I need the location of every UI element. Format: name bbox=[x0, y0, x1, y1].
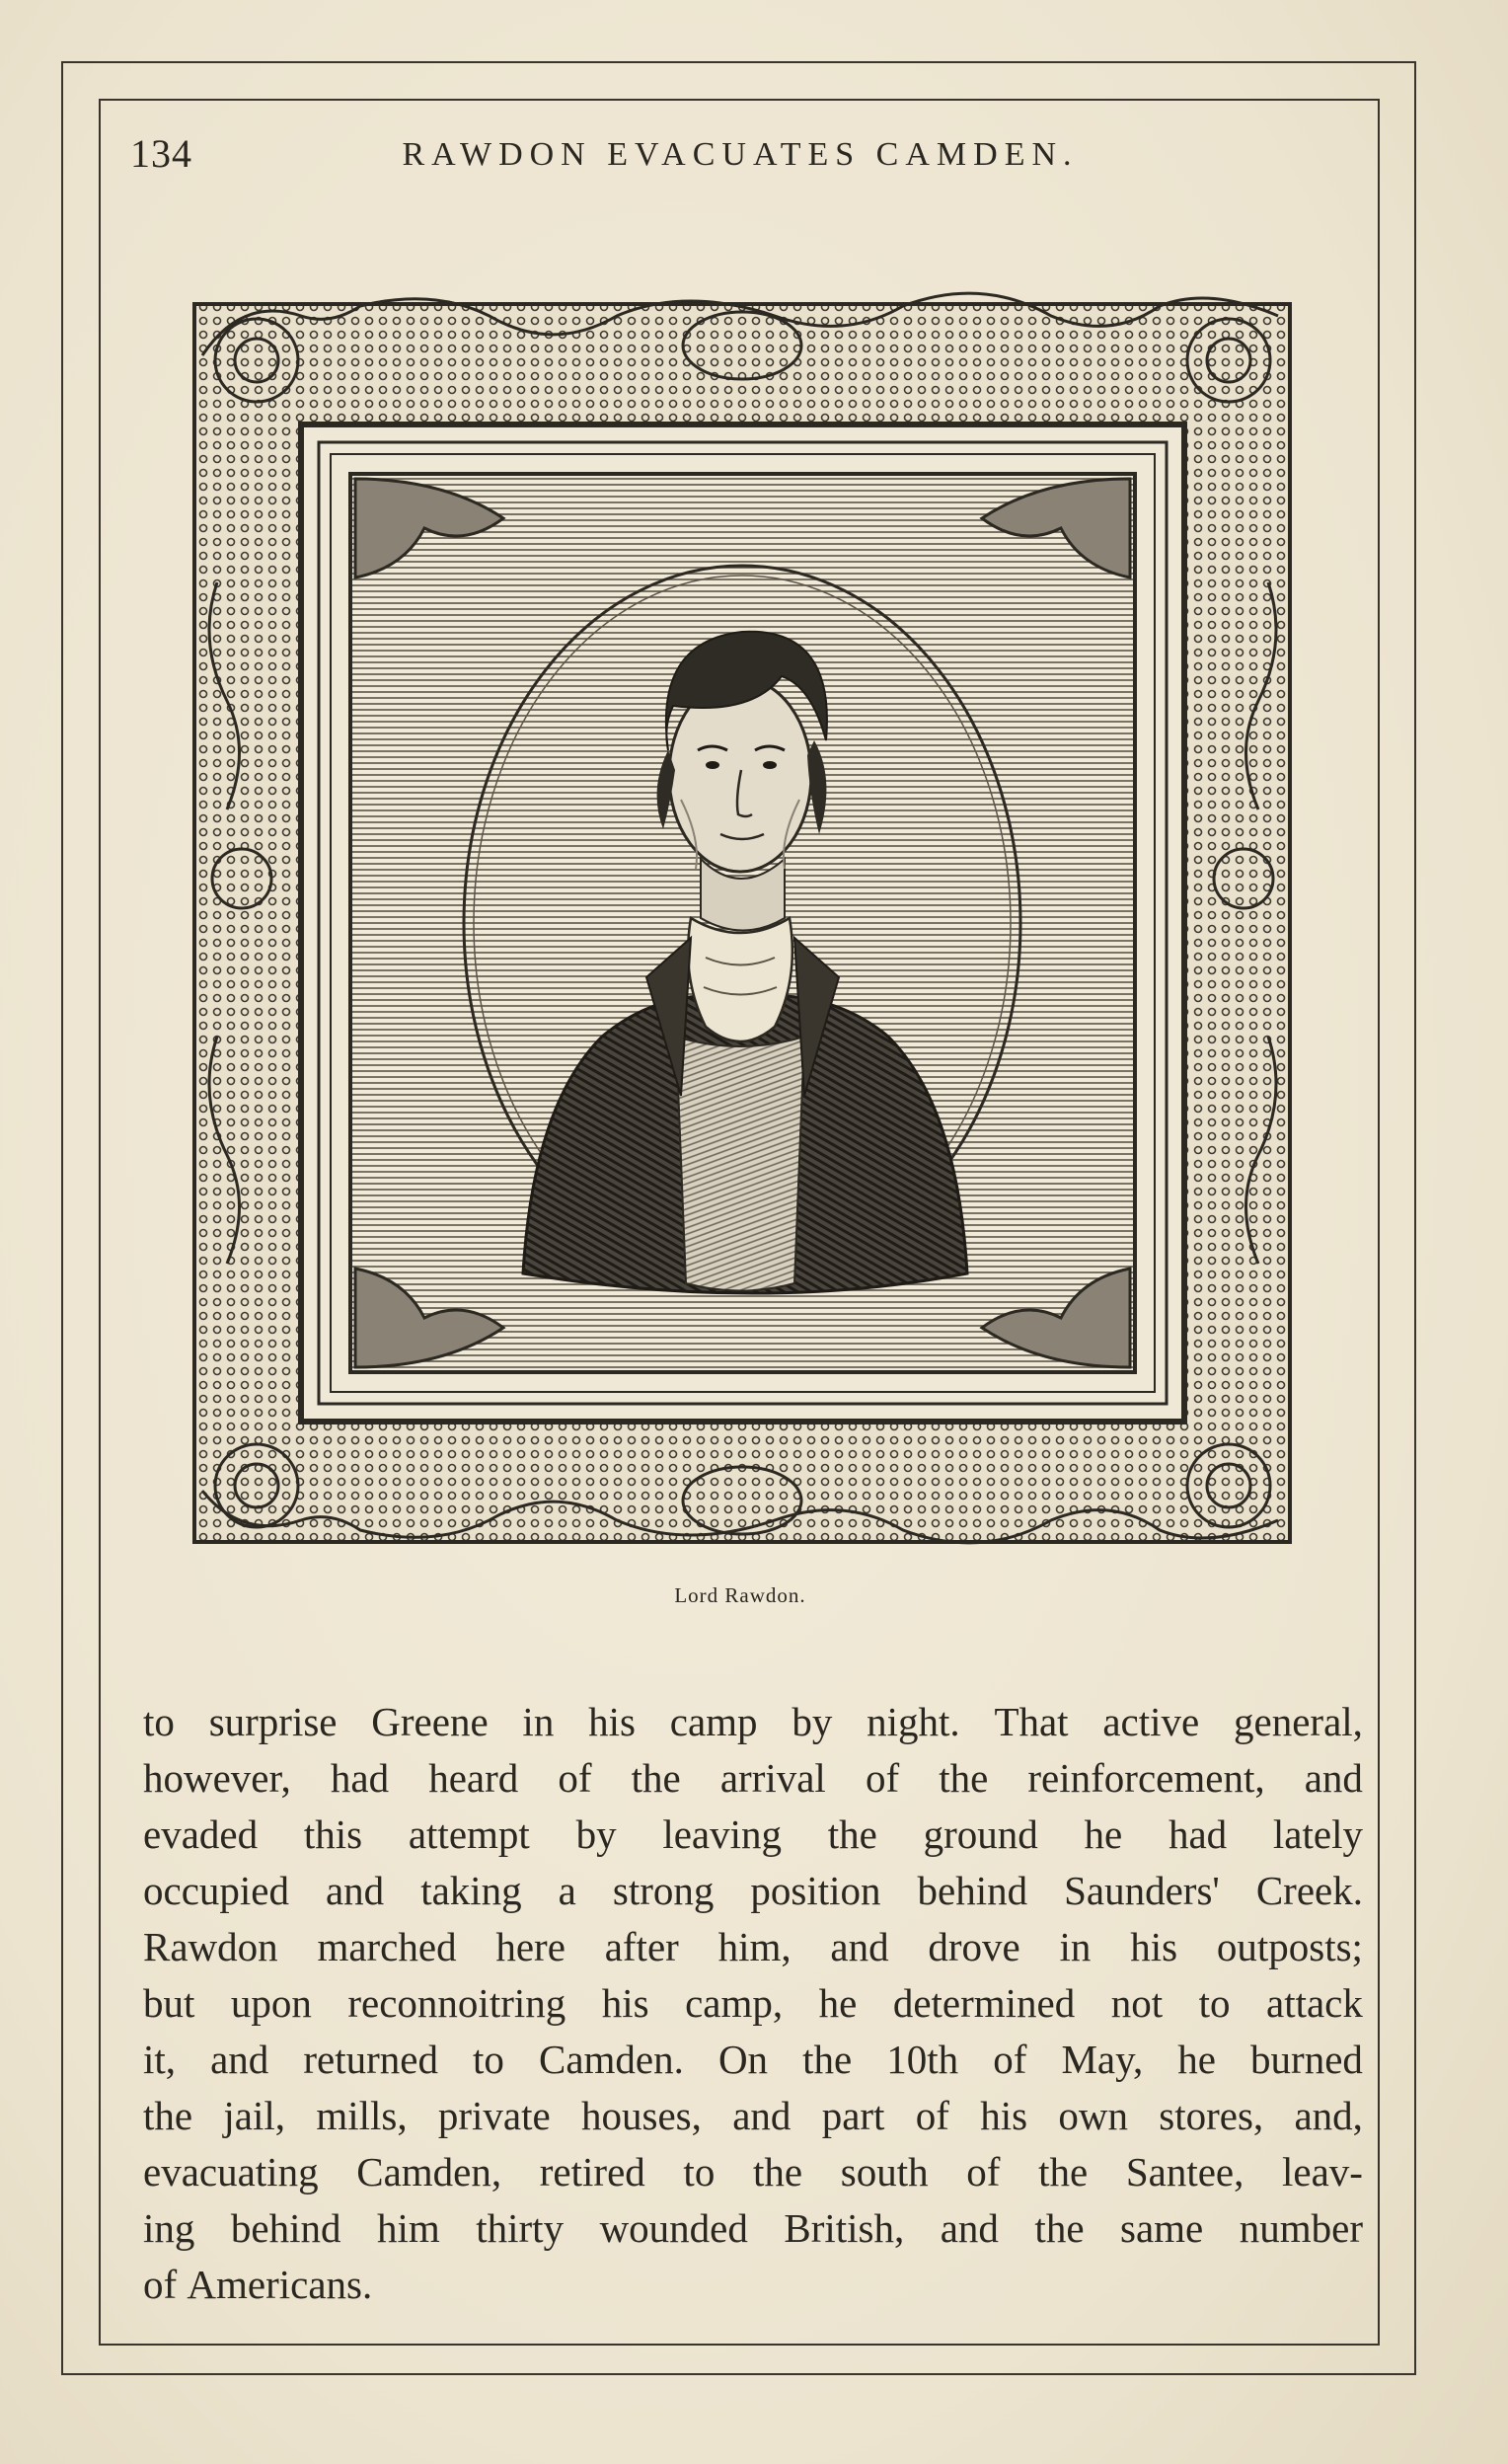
word: evaded bbox=[143, 1811, 259, 1857]
word: to bbox=[143, 1699, 175, 1744]
text-line bbox=[143, 1807, 1363, 1863]
text-line bbox=[143, 1919, 1363, 1975]
word: marched bbox=[317, 1924, 457, 1969]
word: strong bbox=[612, 1868, 715, 1913]
word: of bbox=[966, 2149, 1001, 2194]
word: leaving bbox=[662, 1811, 782, 1857]
word: mills, bbox=[316, 2093, 408, 2138]
word: Camden. bbox=[539, 2037, 684, 2082]
word: Greene bbox=[371, 1699, 489, 1744]
word: the bbox=[143, 2093, 193, 2138]
word: here bbox=[495, 1924, 566, 1969]
text-line bbox=[143, 1750, 1363, 1807]
word: him, bbox=[717, 1924, 792, 1969]
word: position bbox=[750, 1868, 881, 1913]
word: his bbox=[980, 2093, 1028, 2138]
word: a bbox=[558, 1868, 576, 1913]
word: attempt bbox=[408, 1811, 530, 1857]
word: houses, bbox=[581, 2093, 702, 2138]
word: the bbox=[631, 1755, 681, 1801]
word: stores, bbox=[1159, 2093, 1264, 2138]
word: the bbox=[752, 2149, 803, 2194]
word: lately bbox=[1272, 1811, 1363, 1857]
word: On bbox=[717, 2037, 769, 2082]
word: outposts; bbox=[1216, 1924, 1363, 1969]
word: camp, bbox=[685, 1980, 784, 2026]
word: however, bbox=[143, 1755, 291, 1801]
word: his bbox=[1130, 1924, 1178, 1969]
word: had bbox=[1168, 1811, 1228, 1857]
word: Camden, bbox=[356, 2149, 502, 2194]
word: Creek. bbox=[1255, 1868, 1363, 1913]
word: upon bbox=[230, 1980, 312, 2026]
word: own bbox=[1058, 2093, 1128, 2138]
word: camp bbox=[669, 1699, 758, 1744]
word: Santee, bbox=[1125, 2149, 1244, 2194]
word: to bbox=[683, 2149, 716, 2194]
word: wounded bbox=[599, 2205, 748, 2251]
word: and bbox=[210, 2037, 269, 2082]
word: same bbox=[1120, 2205, 1204, 2251]
word: and bbox=[830, 1924, 889, 1969]
word: private bbox=[437, 2093, 551, 2138]
word: reinforcement, bbox=[1027, 1755, 1265, 1801]
word: ground bbox=[923, 1811, 1038, 1857]
text-line bbox=[143, 2257, 1363, 2313]
word: heard bbox=[428, 1755, 519, 1801]
word: and, bbox=[1294, 2093, 1363, 2138]
word: the bbox=[1038, 2149, 1089, 2194]
word: had bbox=[330, 1755, 390, 1801]
word: the bbox=[939, 1755, 989, 1801]
word: this bbox=[303, 1811, 363, 1857]
word: in bbox=[522, 1699, 555, 1744]
word: and bbox=[325, 1868, 385, 1913]
word: attack bbox=[1266, 1980, 1363, 2026]
word: returned bbox=[303, 2037, 438, 2082]
word: his bbox=[601, 1980, 649, 2026]
word: Saunders' bbox=[1064, 1868, 1220, 1913]
word: burned bbox=[1250, 2037, 1363, 2082]
word: British, bbox=[784, 2205, 905, 2251]
word: to bbox=[1198, 1980, 1231, 2026]
word: occupied bbox=[143, 1868, 289, 1913]
text-line bbox=[143, 2088, 1363, 2144]
word: and bbox=[732, 2093, 792, 2138]
text-line bbox=[143, 1975, 1363, 2032]
word: not bbox=[1110, 1980, 1164, 2026]
word: of bbox=[558, 1755, 592, 1801]
word: the bbox=[827, 1811, 877, 1857]
word: south bbox=[840, 2149, 929, 2194]
word: by bbox=[792, 1699, 833, 1744]
word: and bbox=[940, 2205, 999, 2251]
word: drove bbox=[928, 1924, 1020, 1969]
running-head: RAWDON EVACUATES CAMDEN. bbox=[402, 136, 1079, 173]
word: part bbox=[821, 2093, 885, 2138]
word: of bbox=[993, 2037, 1027, 2082]
word: the bbox=[1034, 2205, 1085, 2251]
text-line bbox=[143, 2200, 1363, 2257]
word: his bbox=[588, 1699, 636, 1744]
word: to bbox=[473, 2037, 504, 2082]
word: active bbox=[1102, 1699, 1200, 1744]
word: and bbox=[1304, 1755, 1363, 1801]
word: leav- bbox=[1282, 2149, 1363, 2194]
word: 10th bbox=[886, 2037, 959, 2082]
page-number: 134 bbox=[130, 131, 192, 176]
word: jail, bbox=[223, 2093, 286, 2138]
word: the bbox=[802, 2037, 853, 2082]
word: of bbox=[915, 2093, 949, 2138]
word: general, bbox=[1234, 1699, 1363, 1744]
word: May, bbox=[1061, 2037, 1144, 2082]
word: determined bbox=[892, 1980, 1076, 2026]
word: That bbox=[994, 1699, 1069, 1744]
word: by bbox=[575, 1811, 617, 1857]
word: behind bbox=[917, 1868, 1028, 1913]
word: after bbox=[604, 1924, 679, 1969]
word: but bbox=[143, 1980, 195, 2026]
word: in bbox=[1059, 1924, 1092, 1969]
text-line bbox=[143, 1694, 1363, 1750]
word: of bbox=[143, 2262, 188, 2307]
word: taking bbox=[420, 1868, 522, 1913]
text-line bbox=[143, 2032, 1363, 2088]
word: Americans. bbox=[187, 2262, 373, 2307]
word: it, bbox=[143, 2037, 177, 2082]
text-line bbox=[143, 2144, 1363, 2200]
word: surprise bbox=[208, 1699, 338, 1744]
word: number bbox=[1239, 2205, 1363, 2251]
word: ing bbox=[143, 2205, 195, 2251]
word: retired bbox=[539, 2149, 645, 2194]
word: reconnoitring bbox=[347, 1980, 566, 2026]
portrait-engraving bbox=[183, 286, 1303, 1560]
word: Rawdon bbox=[143, 1924, 278, 1969]
word: him bbox=[376, 2205, 440, 2251]
word: night. bbox=[867, 1699, 960, 1744]
word: arrival bbox=[719, 1755, 826, 1801]
word: evacuating bbox=[143, 2149, 319, 2194]
word: behind bbox=[230, 2205, 341, 2251]
word: he bbox=[818, 1980, 858, 2026]
body-text bbox=[143, 1694, 1363, 2313]
word: he bbox=[1084, 1811, 1123, 1857]
illustration-caption: Lord Rawdon. bbox=[674, 1583, 806, 1607]
word: of bbox=[865, 1755, 900, 1801]
text-line bbox=[143, 1863, 1363, 1919]
word: thirty bbox=[476, 2205, 565, 2251]
word: he bbox=[1177, 2037, 1216, 2082]
